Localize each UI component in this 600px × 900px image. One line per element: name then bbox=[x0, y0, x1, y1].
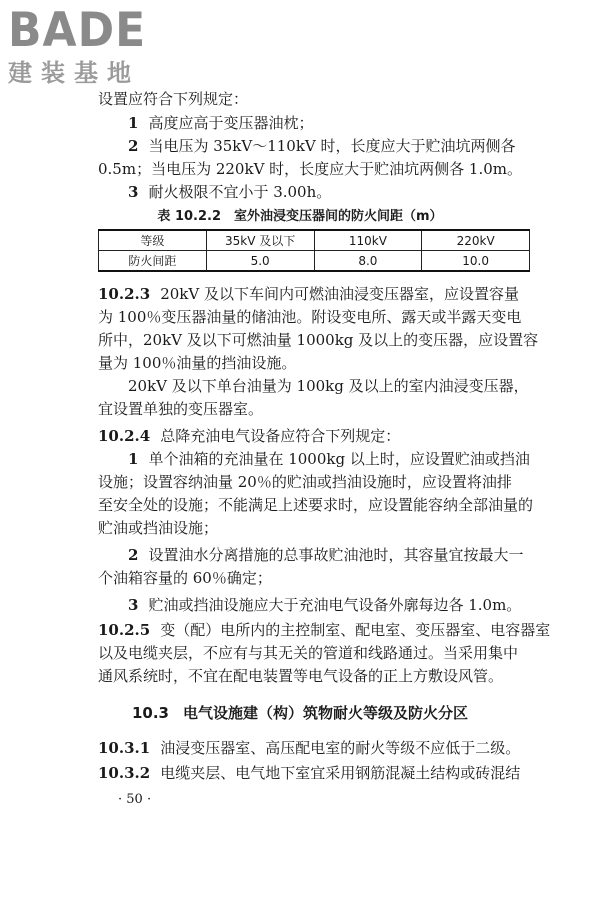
clause-text: 总降充油电气设备应符合下列规定： bbox=[160, 427, 401, 445]
table-header-row bbox=[99, 230, 530, 251]
table-header: 220kV bbox=[422, 230, 530, 251]
clause-number: 10.3.1 bbox=[98, 739, 151, 757]
list-text: 贮油或挡油设施应大于充油电气设备外廓每边各 1.0m。 bbox=[148, 596, 522, 614]
paragraph-line: 贮油或挡油设施； bbox=[98, 519, 219, 537]
fire-distance-table bbox=[98, 229, 530, 272]
list-item-2-cont: 0.5m；当电压为 220kV 时，长度应大于贮油坑两侧各 1.0m。 bbox=[98, 160, 523, 178]
list-text: 当电压为 35kV～110kV 时，长度应大于贮油坑两侧各 bbox=[148, 137, 516, 155]
paragraph-line: 所中，20kV 及以下可燃油量 1000kg 及以上的变压器，应设置容 bbox=[98, 331, 539, 349]
paragraph-line: 宜设置单独的变压器室。 bbox=[98, 400, 264, 418]
paragraph-line: 20kV 及以下单台油量为 100kg 及以上的室内油浸变压器， bbox=[128, 377, 529, 395]
logo-subtitle: 建装基地 bbox=[8, 59, 140, 87]
list-text: 单个油箱的充油量在 1000kg 以上时，应设置贮油或挡油 bbox=[148, 450, 530, 468]
clause-text: 变（配）电所内的主控制室、配电室、变压器室、电容器室 bbox=[160, 621, 551, 639]
list-item-3 bbox=[128, 182, 331, 202]
table-row-label: 防火间距 bbox=[99, 251, 207, 272]
clause-text: 20kV 及以下车间内可燃油油浸变压器室，应设置容量 bbox=[160, 285, 519, 303]
list-number: 3 bbox=[128, 596, 139, 614]
clause-number: 10.3.2 bbox=[98, 764, 151, 782]
section-title: 电气设施建（构）筑物耐火等级及防火分区 bbox=[183, 704, 469, 722]
list-number: 1 bbox=[128, 450, 139, 468]
paragraph-line: 量为 100％油量的挡油设施。 bbox=[98, 354, 297, 372]
table-caption: 表 10.2.2 室外油浸变压器间的防火间距（m） bbox=[157, 209, 443, 224]
table-header: 110kV bbox=[314, 230, 422, 251]
paragraph-line: 个油箱容量的 60％确定； bbox=[98, 569, 272, 587]
clause-10-2-4 bbox=[98, 426, 400, 446]
table-cell: 10.0 bbox=[422, 251, 530, 272]
table-cell: 5.0 bbox=[206, 251, 314, 272]
list-number: 3 bbox=[128, 183, 139, 201]
clause-10-3-1 bbox=[98, 738, 520, 758]
list-number: 2 bbox=[128, 546, 139, 564]
list-text: 高度应高于变压器油枕； bbox=[148, 114, 314, 132]
list-text: 设置油水分离措施的总事故贮油池时，其容量宜按最大一 bbox=[148, 546, 524, 564]
section-heading bbox=[0, 702, 600, 723]
clause-number: 10.2.5 bbox=[98, 621, 151, 639]
list-number: 2 bbox=[128, 137, 139, 155]
table-header: 35kV 及以下 bbox=[206, 230, 314, 251]
paragraph-line: 以及电缆夹层，不应有与其无关的管道和线路通过。当采用集中 bbox=[98, 644, 519, 662]
list-item-1 bbox=[128, 113, 313, 133]
section-number: 10.3 bbox=[131, 704, 169, 722]
list-item-1 bbox=[128, 449, 530, 469]
clause-number: 10.2.3 bbox=[98, 285, 151, 303]
logo-brand: BADE bbox=[8, 2, 147, 59]
watermark-logo bbox=[8, 4, 146, 88]
clause-10-2-3 bbox=[98, 284, 519, 304]
list-text: 耐火极限不宜小于 3.00h。 bbox=[148, 183, 332, 201]
clause-10-2-5 bbox=[98, 620, 550, 640]
paragraph-line: 为 100％变压器油量的储油池。附设变电所、露天或半露天变电 bbox=[98, 308, 522, 326]
list-number: 1 bbox=[128, 114, 139, 132]
clause-number: 10.2.4 bbox=[98, 427, 151, 445]
clause-text: 油浸变压器室、高压配电室的耐火等级不应低于二级。 bbox=[160, 739, 521, 757]
list-item-3 bbox=[128, 595, 521, 615]
paragraph-line: 设施；设置容纳油量 20％的贮油或挡油设施时，应设置将油排 bbox=[98, 473, 512, 491]
list-item-2 bbox=[128, 136, 516, 156]
table-cell: 8.0 bbox=[314, 251, 422, 272]
intro-line: 设置应符合下列规定： bbox=[98, 90, 249, 108]
clause-text: 电缆夹层、电气地下室宜采用钢筋混凝土结构或砖混结 bbox=[160, 764, 521, 782]
page-number: · 50 · bbox=[118, 792, 152, 807]
list-item-2 bbox=[128, 545, 523, 565]
table-header: 等级 bbox=[99, 230, 207, 251]
paragraph-line: 通风系统时，不宜在配电装置等电气设备的正上方敷设风管。 bbox=[98, 667, 504, 685]
paragraph-line: 至安全处的设施；不能满足上述要求时，应设置能容纳全部油量的 bbox=[98, 496, 534, 514]
clause-10-3-2 bbox=[98, 763, 520, 783]
table-row bbox=[99, 251, 530, 272]
